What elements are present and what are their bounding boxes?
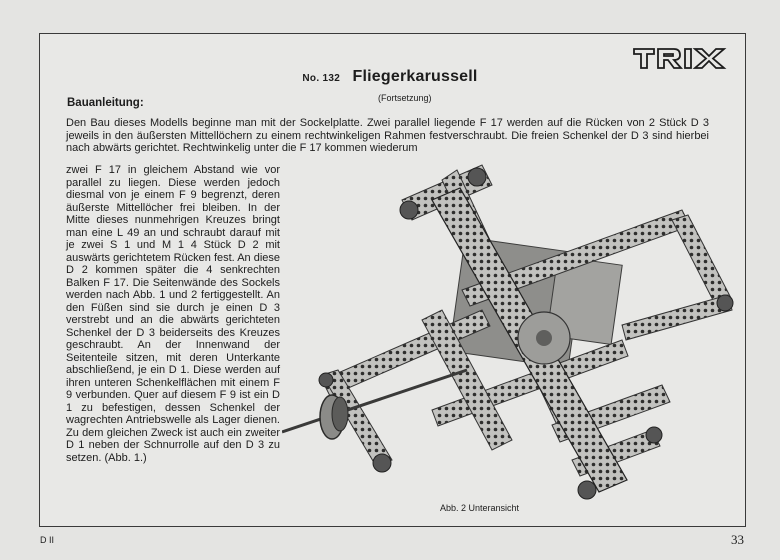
page-number: 33	[731, 532, 744, 547]
footer-series-label: D II	[40, 535, 55, 545]
figure-underside-view	[282, 160, 742, 510]
subtitle: (Fortsetzung)	[378, 93, 432, 103]
instructions-paragraph-top: Den Bau dieses Modells beginne man mit der Sockelplatte. Zwei parallel liegende F 17 werden auf die Rücken von 2 Stück D 3 jeweils in den äußersten Mittellöchern zu einem rechtwinkeligen Rahmen festverschraubt. Die freien Schenkel der D 3 sind hierbei nach abwärts gerichtet. Rechtwinkelig unter die F 17 kommen wiederum	[66, 117, 709, 154]
figure-caption: Abb. 2 Unteransicht	[440, 503, 520, 513]
model-name: Fliegerkarussell	[352, 68, 478, 85]
instructions-paragraph-left: zwei F 17 in gleichem Abstand wie vor parallel zu liegen. Diese werden jedoch diesmal von je einem F 9 begrenzt, deren äußerste Mittellöcher frei bleiben. In der Mitte dieses nunmehrigen Kreuzes bringt man eine L 49 an und schraubt darauf mit je zwei S 1 und M 1 4 Stück D 2 mit auswärts gerichtetem Rücken fest. An diese D 2 kommen später die 4 senkrechten Balken F 17. Die Seitenwände des Sockels werden nach Abb. 1 und 2 fertiggestellt. An den Füßen sind sie durch je einen D 3 verstrebt und an die abwärts gerichteten Schenkel der D 3 beiderseits des Kreuzes geschraubt. An der Innenwand der Seitenteile sitzen, mit deren Unterkante abschließend, je ein D 1. Diese werden auf ihren unteren Schenkelflächen mit einem F 9 verbunden. Quer auf diesem F 9 ist ein D 1 zu befestigen, dessen Schenkel der wagrechten Antriebswelle als Lager dienen. Zu dem gleichen Zweck ist auch ein zweiter D 1 neben der Schnurrolle auf den D 3 zu setzen. (Abb. 1.)	[66, 164, 280, 464]
model-number: No. 132	[302, 73, 341, 84]
page-title	[0, 68, 780, 86]
section-heading: Bauanleitung:	[67, 97, 144, 109]
